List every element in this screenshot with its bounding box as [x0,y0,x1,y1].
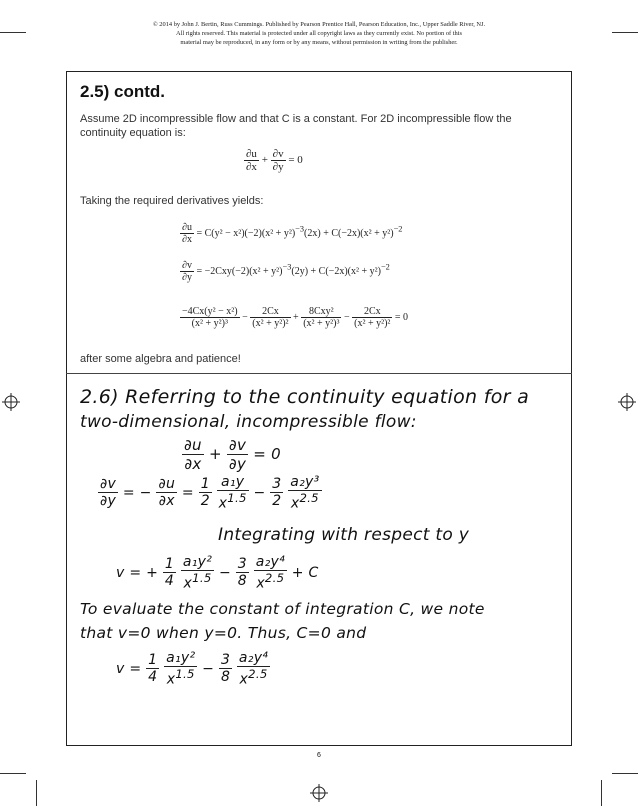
equation-sum: $\frac{\text{−4Cx(y² − x²)}}{\text{(x² + y²)³}}$ − $\frac{2Cx}{\text{(x² + y²)²}}$ + $\frac{\text{8Cxy²}}{\text{(x² + y²)³}}$ − $\frac{2Cx}{\text{(x² + y²)²}}$ = 0 [182,306,409,329]
equation-dvdy: $\frac{\partial v}{\partial y}$ = $-2Cxy(-2)(x^2 + y^2)^{-3}(2y) + C(-2x)(x^2 + y^2)^{-2}$ [182,260,390,283]
crop-mark [601,780,602,806]
copyright-notice [80,20,558,47]
crop-mark [0,773,26,774]
crop-mark [612,773,638,774]
equation-dudx: $\frac{\partial u}{\partial x}$ = $C(y^2 - x^2)(-2)(x^2 + y^2)^{-3}(2x) + C(-2x)(x^2 + y^2)^{-2}$ [182,222,403,245]
hw-line-2: two-dimensional, incompressible flow: [80,412,417,432]
crop-mark [612,32,638,33]
section-title: 2.5) contd. [80,82,166,101]
derivatives-text: Taking the required derivatives yields: [80,195,264,207]
crop-mark [0,32,26,33]
hw-integrating: Integrating with respect to y [218,525,470,545]
page-number: 6 [317,752,321,759]
closing-text: after some algebra and patience! [80,353,241,365]
intro-line-2: continuity equation is: [80,127,186,139]
hw-v-equation: v = + $\frac{1}{4}$ $\frac{\text{a₁y²}}{x^{1.5}}$ − $\frac{3}{8}$ $\frac{\text{a₂y⁴}}{x^{2.5}}$ + C [116,554,319,592]
crop-mark [36,780,37,806]
continuity-equation: $\frac{\partial u}{\partial x}$ + $\frac{\partial v}{\partial y}$ = 0 [246,148,303,173]
registration-mark-icon [2,393,20,411]
page-frame [66,71,572,746]
copyright-line-1: © 2014 by John J. Bertin, Russ Cummings. Published by Pearson Prentice Hall, Pearson Education, Inc., Upper Saddle River, NJ. [152,21,486,28]
hw-dvdy-equation: $\frac{\partial v}{\partial y}$ = − $\frac{\partial u}{\partial x}$ = $\frac{1}{2}$ $\frac{\text{a₁y}}{x^{1.5}}$ − $\frac{3}{2}$ $\frac{\text{a₂y³}}{x^{2.5}}$ [100,474,320,512]
hw-v-final-equation: v = $\frac{1}{4}$ $\frac{\text{a₁y²}}{x^{1.5}}$ − $\frac{3}{8}$ $\frac{\text{a₂y⁴}}{x^{2.5}}$ [116,650,269,688]
hw-evaluate-line-1: To evaluate the constant of integration C, we note [80,600,485,618]
copyright-line-3: material may be reproduced, in any form or by any means, without permission in writing from the publisher. [180,39,458,46]
hw-line-1: 2.6) Referring to the continuity equation for a [80,386,530,408]
registration-mark-icon [618,393,636,411]
section-divider [66,373,572,374]
hw-continuity-equation: $\frac{\partial u}{\partial x}$ + $\frac{\partial v}{\partial y}$ = 0 [184,436,281,473]
copyright-line-2: All rights reserved. This material is protected under all copyright laws as they currently exist. No portion of this [176,30,462,37]
hw-evaluate-line-2: that v=0 when y=0. Thus, C=0 and [80,624,367,642]
registration-mark-icon [310,784,328,802]
intro-line-1: Assume 2D incompressible flow and that C is a constant. For 2D incompressible flow the [80,113,512,125]
